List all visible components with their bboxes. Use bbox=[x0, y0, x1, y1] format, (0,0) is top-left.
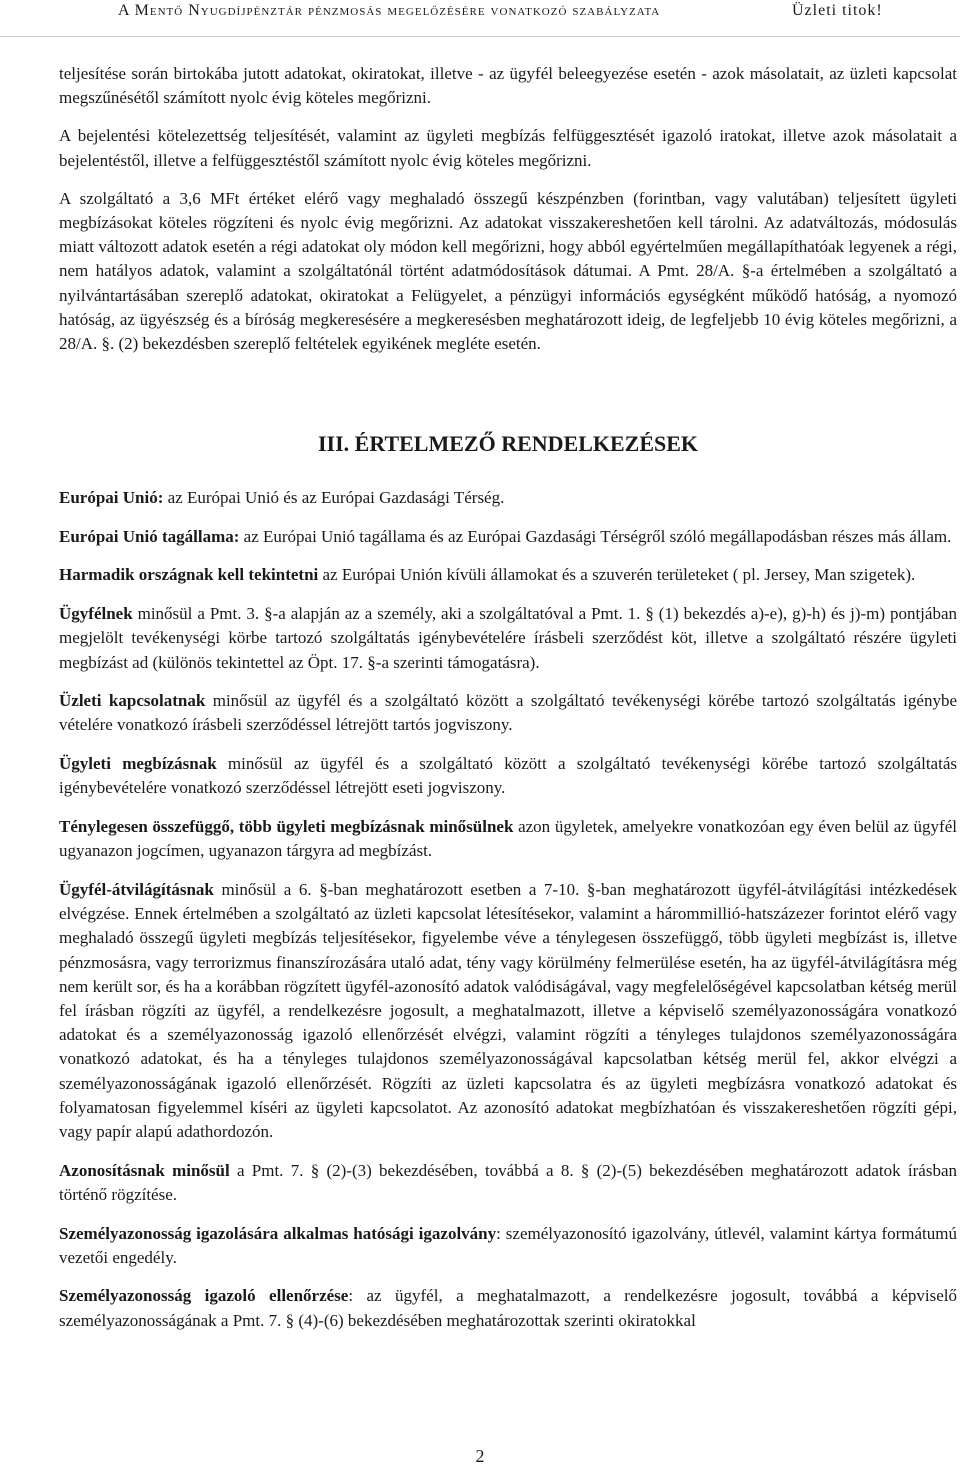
definition-text: minősül az ügyfél és a szolgáltató között a szolgáltató tevékenységi körébe tartozó szolgáltatás igénybe vételére vonatkozó írásbeli szerződéssel létrejött tartós jogviszony. bbox=[59, 691, 957, 735]
paragraph-cash-orders: A szolgáltató a 3,6 MFt értéket elérő vagy meghaladó összegű készpénzben (forintban, vagy valutában) teljesített ügyleti megbízásokat köteles rögzíteni és nyolc évig megőrizni. Az adatokat visszakereshetően kell tárolni. Az adatváltozás, módosulás miatt változott adatok esetén a régi adatokat oly módon kell megőrizni, hogy abból egyértelműen megállapíthatóak legyenek a régi, nem hatályos adatok, valamint a szolgáltatónál történt adatmódosítások dátumai. A Pmt. 28/A. §-a értelmében a szolgáltató a nyilvántartásában szereplő adatokat, okiratokat a Felügyelet, a pénzügyi információs egységként működő hatóság, a nyomozó hatóság, az ügyészség és a bíróság megkeresésére a megkeresésben meghatározott ideig, de legfeljebb 10 évig köteles megőrizni, a 28/A. §. (2) bekezdésben szereplő feltételek egyikének megléte esetén. bbox=[59, 188, 957, 354]
definition-item bbox=[59, 878, 957, 1144]
definition-item bbox=[59, 1222, 957, 1270]
definition-term: Üzleti kapcsolatnak bbox=[59, 691, 206, 711]
definition-text: a Pmt. 7. § (2)-(3) bekezdésében, továbbá a 8. § (2)-(5) bekezdésében meghatározott adatok írásban történő rögzítése. bbox=[59, 1160, 957, 1204]
definition-text: azon ügyletek, amelyekre vonatkozóan egy éven belül az ügyfél ugyanazon jogcímen, ugyanazon tárgyra ad megbízást. bbox=[59, 817, 957, 861]
definition-term: Ügyfél-átvilágításnak bbox=[59, 879, 214, 899]
definition-term: Európai Unió: bbox=[59, 488, 164, 507]
definition-term: Harmadik országnak kell tekintetni bbox=[59, 565, 319, 585]
definition-text: minősül a 6. §-ban meghatározott esetben a 7-10. §-ban meghatározott ügyfél-átvilágítási intézkedések elvégzése. Ennek értelmében a szolgáltató az üzleti kapcsolat létesítésekor, valamint a hárommillió-hatszázezer forintot elérő vagy meghaladó összegű ügyleti megbízás teljesítésekor, figyelembe véve a ténylegesen összefüggő, több ügyleti megbízást is, illetve pénzmosásra, vagy terrorizmus finanszírozására utaló adat, tény vagy körülmény felmerülése esetén, ha az ügyfél-átvilágításra még nem került sor, és ha a korábban rögzített ügyfél-azonosító adatok valódiságával, vagy megfelelőségével kapcsolatban kétség merül fel írásban rögzíti az ügyfél, a rendelkezésre jogosult, a meghatalmazott, illetve a képviselő személyazonosságára vonatkozó adatokat és a személyazonosság igazoló ellenőrzését elvégzi, valamint rögzíti a tényleges tulajdonos személyazonosságára vonatkozó adatokat, és ha a tényleges tulajdonos személyazonosságával kapcsolatban kétség merül fel, akkor elvégzi a személyazonosságának igazoló ellenőrzését. Rögzíti az üzleti kapcsolatra és az ügyleti megbízásra vonatkozó adatokat és folyamatosan figyelemmel kíséri az ügyleti kapcsolatot. Az azonosító adatokat megbízhatóan és visszakereshetően rögzíti gépi, vagy papír alapú adathordozón. bbox=[59, 879, 957, 1141]
definition-term: Európai Unió tagállama: bbox=[59, 526, 240, 546]
document-title: A Mentő Nyugdíjpénztár pénzmosás megelőzésére vonatkozó szabályzata bbox=[118, 2, 661, 19]
definition-term: Személyazonosság igazoló ellenőrzése bbox=[59, 1286, 349, 1306]
page-number: 2 bbox=[475, 1446, 485, 1466]
definition-text: : személyazonosító igazolvány, útlevél, valamint kártya formátumú vezetői engedély. bbox=[59, 1223, 957, 1267]
definition-item bbox=[59, 689, 957, 737]
definition-text: az Európai Unió tagállama és az Európai Gazdasági Térségről szóló megállapodásban részes más állam. bbox=[239, 526, 952, 546]
definition-text: minősül a Pmt. 3. §-a alapján az a személy, aki a szolgáltatóval a Pmt. 1. § (1) bekezdés a)-e), g)-h) és j)-m) pontjában megjelölt tevékenységi körbe tartozó szolgáltatás igénybevételére írásbeli szerződést köt, illetve a szolgáltató részére ügyleti megbízást ad (különös tekintettel az Öpt. 17. §-a szerinti támogatásra). bbox=[59, 604, 957, 672]
definitions-list bbox=[59, 486, 957, 1347]
definition-item bbox=[59, 602, 957, 675]
definition-term: Ténylegesen összefüggő, több ügyleti megbízásnak minősülnek bbox=[59, 817, 514, 837]
confidential-note: Üzleti titok! bbox=[792, 2, 883, 19]
definition-term: Azonosításnak minősül bbox=[59, 1160, 230, 1180]
running-header bbox=[0, 0, 960, 37]
page-content bbox=[59, 62, 957, 1330]
definition-item bbox=[59, 752, 957, 800]
definition-term: Ügyleti megbízásnak bbox=[59, 754, 217, 774]
definition-term: Ügyfélnek bbox=[59, 604, 133, 624]
definition-item bbox=[59, 1159, 957, 1207]
definition-item bbox=[59, 1284, 957, 1332]
definition-item bbox=[59, 525, 957, 549]
definition-text: az Európai Unión kívüli államokat és a szuverén területeket ( pl. Jersey, Man szigetek). bbox=[318, 565, 916, 585]
paragraph-report-records: A bejelentési kötelezettség teljesítését, valamint az ügyleti megbízás felfüggesztését igazoló iratokat, illetve azok másolatait a bejelentéstől, illetve a felfüggesztéstől számított nyolc évig köteles megőrizni. bbox=[59, 126, 957, 170]
section-heading: III. ÉRTELMEZŐ RENDELKEZÉSEK bbox=[317, 431, 699, 456]
definition-item bbox=[59, 815, 957, 863]
paragraph-retention-intro: teljesítése során birtokába jutott adatokat, okiratokat, illetve - az ügyfél beleegyezése esetén - azok másolatait, az üzleti kapcsolat megszűnésétől számított nyolc évig köteles megőrizni. bbox=[59, 64, 957, 108]
definition-item bbox=[59, 486, 957, 510]
definition-text: az Európai Unió és az Európai Gazdasági Térség. bbox=[163, 488, 505, 507]
definition-item bbox=[59, 563, 957, 587]
definition-term: Személyazonosság igazolására alkalmas hatósági igazolvány bbox=[59, 1223, 497, 1243]
definition-text: minősül az ügyfél és a szolgáltató között a szolgáltató tevékenységi körébe tartozó szolgáltatás igénybevételére vonatkozó szerződéssel létrejött eseti jogviszony. bbox=[59, 754, 957, 798]
definition-text: : az ügyfél, a meghatalmazott, a rendelkezésre jogosult, továbbá a képviselő személyazonosságának a Pmt. 7. § (4)-(6) bekezdésében meghatározottak szerinti okiratokkal bbox=[59, 1286, 957, 1330]
